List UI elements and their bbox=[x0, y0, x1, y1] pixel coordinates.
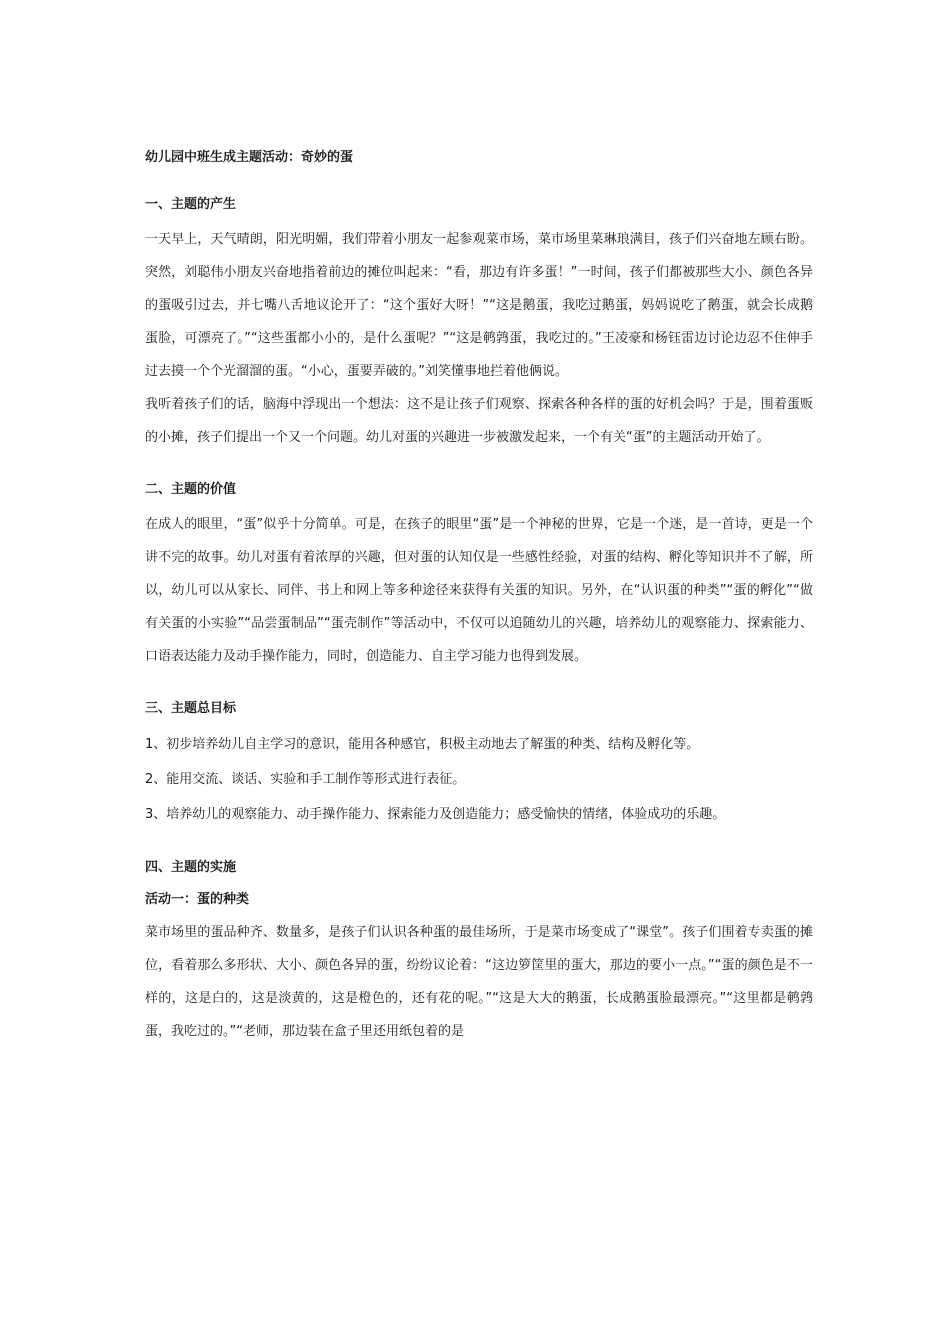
section-heading-value: 二、主题的价值 bbox=[145, 482, 237, 497]
section-heading-goals: 三、主题总目标 bbox=[145, 701, 237, 716]
paragraph: 一天早上，天气晴朗，阳光明媚，我们带着小朋友一起参观菜市场，菜市场里菜琳琅满目，孩子们兴奋地左顾右盼。突然，刘聪伟小朋友兴奋地指着前边的摊位叫起来：“看，那边有许多蛋！”一时间，孩子们都被那些大小、颜色各异的蛋吸引过去，并七嘴八舌地议论开了：“这个蛋好大呀！”“这是鹅蛋，我吃过鹅蛋，妈妈说吃了鹅蛋，就会长成鹅蛋脸，可漂亮了。”“这些蛋都小小的，是什么蛋呢？”“这是鹌鹑蛋，我吃过的。”王凌豪和杨钰雷边讨论边忍不住伸手过去摸一个个光溜溜的蛋。“小心，蛋要弄破的。”刘笑懂事地拦着他俩说。 bbox=[145, 232, 813, 379]
section-heading-implementation: 四、主题的实施 bbox=[145, 860, 237, 875]
paragraph: 菜市场里的蛋品种齐、数量多，是孩子们认识各种蛋的最佳场所，于是菜市场变成了“课堂”。孩子们围着专卖蛋的摊位，看着那么多形状、大小、颜色各异的蛋，纷纷议论着：“这边箩筐里的蛋大，那边的要小一点。”“蛋的颜色是不一样的，这是白的，这是淡黄的，这是橙色的，还有花的呢。”“这是大大的鹅蛋，长成鹅蛋脸最漂亮。”“这里都是鹌鹑蛋，我吃过的。”“老师，那边装在盒子里还用纸包着的是 bbox=[145, 925, 813, 1039]
goal-item: 3、培养幼儿的观察能力、动手操作能力、探索能力及创造能力；感受愉快的情绪，体验成功的乐趣。 bbox=[145, 807, 726, 822]
goal-item: 2、能用交流、谈话、实验和手工制作等形式进行表征。 bbox=[145, 772, 466, 787]
paragraph: 在成人的眼里，“蛋”似乎十分简单。可是，在孩子的眼里“蛋”是一个神秘的世界，它是一个迷，是一首诗，更是一个讲不完的故事。幼儿对蛋有着浓厚的兴趣，但对蛋的认知仅是一些感性经验，对蛋的结构、孵化等知识并不了解，所以，幼儿可以从家长、同伴、书上和网上等多种途径来获得有关蛋的知识。另外，在“认识蛋的种类”“蛋的孵化”“做有关蛋的小实验”“品尝蛋制品”“蛋壳制作”等活动中，不仅可以追随幼儿的兴趣，培养幼儿的观察能力、探索能力、口语表达能力及动手操作能力，同时，创造能力、自主学习能力也得到发展。 bbox=[145, 517, 813, 664]
document-page bbox=[145, 145, 813, 1048]
document-title: 幼儿园中班生成主题活动：奇妙的蛋 bbox=[145, 150, 354, 165]
section-heading-origin: 一、主题的产生 bbox=[145, 197, 237, 212]
paragraph: 我听着孩子们的话，脑海中浮现出一个想法：这不是让孩子们观察、探索各种各样的蛋的好机会吗？于是，围着蛋贩的小摊，孩子们提出一个又一个问题。幼儿对蛋的兴趣进一步被激发起来，一个有关“蛋”的主题活动开始了。 bbox=[145, 397, 813, 445]
activity-heading: 活动一：蛋的种类 bbox=[145, 892, 250, 907]
goal-item: 1、初步培养幼儿自主学习的意识，能用各种感官，积极主动地去了解蛋的种类、结构及孵化等。 bbox=[145, 737, 700, 752]
